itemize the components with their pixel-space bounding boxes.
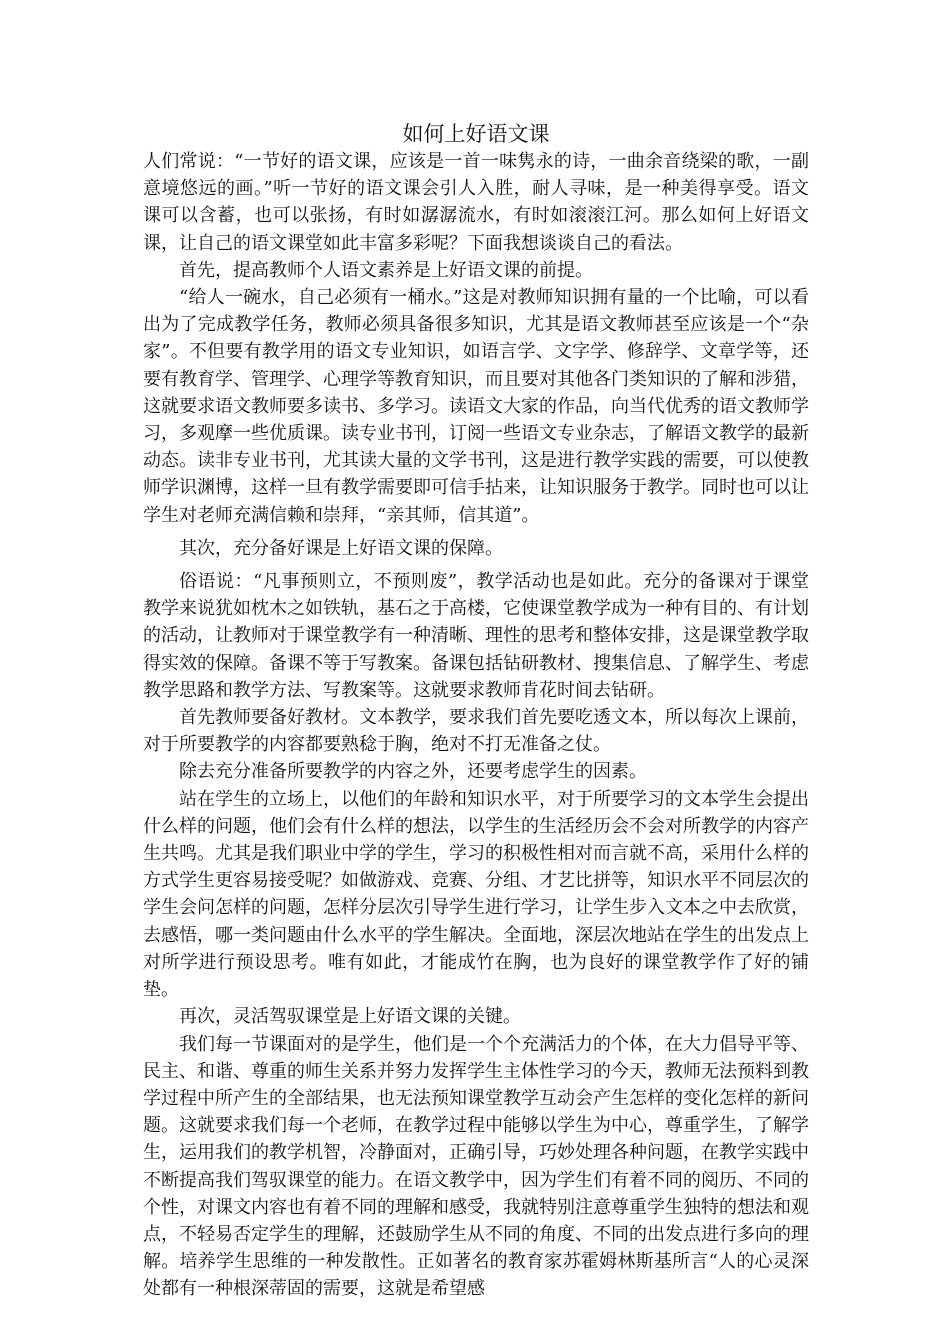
paragraph-point-two-heading: 其次，充分备好课是上好语文课的保障。 <box>179 537 503 559</box>
paragraph-point-one-body: “给人一碗水，自己必须有一桶水。”这是对教师知识拥有量的一个比喻，可以看出为了完成教学任务，教师必须具备很多知识，尤其是语文教师甚至应该是一个“杂家”。不但要有教学用的语文专业知识，如语言学、文字学、修辞学、文章学等，还要有教育学、管理学、心理学等教育知识，而且要对其他各门类知识的了解和涉猎，这就要求语文教师要多读书、多学习。读语文大家的作品，向当代优秀的语文教师学习，多观摩一些优质课。读专业书刊，订阅一些语文专业杂志，了解语文教学的最新动态。读非专业书刊，尤其读大量的文学书刊，这是进行教学实践的需要，可以使教师学识渊博，这样一旦有教学需要即可信手拈来，让知识服务于教学。同时也可以让学生对老师充满信赖和崇拜，“亲其师，信其道”。 <box>143 287 809 526</box>
paragraph-point-two-body: 俗语说：“凡事预则立，不预则废”，教学活动也是如此。充分的备课对于课堂教学来说犹如枕木之如铁轨，基石之于高楼，它使课堂教学成为一种有目的、有计划的活动，让教师对于课堂教学有一种清晰、理性的思考和整体安排，这是课堂教学取得实效的保障。备课不等于写教案。备课包括钻研教材、搜集信息、了解学生、考虑教学思路和教学方法、写教案等。这就要求教师肯花时间去钻研。 <box>143 571 809 701</box>
document-title: 如何上好语文课 <box>402 122 550 146</box>
paragraph-prepare-materials: 首先教师要备好教材。文本教学，要求我们首先要吃透文本，所以每次上课前，对于所要教学的内容都要熟稔于胸，绝对不打无准备之仗。 <box>143 707 809 756</box>
paragraph-point-three-heading: 再次，灵活驾驭课堂是上好语文课的关键。 <box>179 1006 521 1028</box>
document-page <box>143 120 809 1303</box>
paragraph-point-one-heading: 首先，提高教师个人语文素养是上好语文课的前提。 <box>179 259 593 281</box>
paragraph-point-three-body: 我们每一节课面对的是学生，他们是一个个充满活力的个体，在大力倡导平等、民主、和谐、尊重的师生关系并努力发挥学生主体性学习的今天，教师无法预料到教学过程中所产生的全部结果，也无法预知课堂教学互动会产生怎样的变化怎样的新问题。这就要求我们每一个老师，在教学过程中能够以学生为中心，尊重学生，了解学生，运用我们的教学机智，冷静面对，正确引导，巧妙处理各种问题，在教学实践中不断提高我们驾驭课堂的能力。在语文教学中，因为学生们有着不同的阅历、不同的个性，对课文内容也有着不同的理解和感受，我就特别注意尊重学生独特的想法和观点，不轻易否定学生的理解，还鼓励学生从不同的角度、不同的出发点进行多向的理解。培养学生思维的一种发散性。正如著名的教育家苏霍姆林斯基所言“人的心灵深处都有一种根深蒂固的需要，这就是希望感 <box>143 1033 809 1300</box>
paragraph-intro: 人们常说：“一节好的语文课，应该是一首一味隽永的诗，一曲余音绕梁的歌，一副意境悠远的画。”听一节好的语文课会引人入胜，耐人寻味，是一种美得享受。语文课可以含蓄，也可以张扬，有时如潺潺流水，有时如滚滚江河。那么如何上好语文课，让自己的语文课堂如此丰富多彩呢？下面我想谈谈自己的看法。 <box>143 151 809 254</box>
paragraph-consider-students: 除去充分准备所要教学的内容之外，还要考虑学生的因素。 <box>179 761 647 783</box>
paragraph-student-perspective: 站在学生的立场上，以他们的年龄和知识水平，对于所要学习的文本学生会提出什么样的问题，他们会有什么样的想法，以学生的生活经历会不会对所教学的内容产生共鸣。尤其是我们职业中学的学生，学习的积极性相对而言就不高，采用什么样的方式学生更容易接受呢？如做游戏、竞赛、分组、才艺比拼等，知识水平不同层次的学生会问怎样的问题，怎样分层次引导学生进行学习，让学生步入文本之中去欣赏，去感悟，哪一类问题由什么水平的学生解决。全面地，深层次地站在学生的出发点上对所学进行预设思考。唯有如此，才能成竹在胸，也为良好的课堂教学作了好的铺垫。 <box>143 788 809 1001</box>
